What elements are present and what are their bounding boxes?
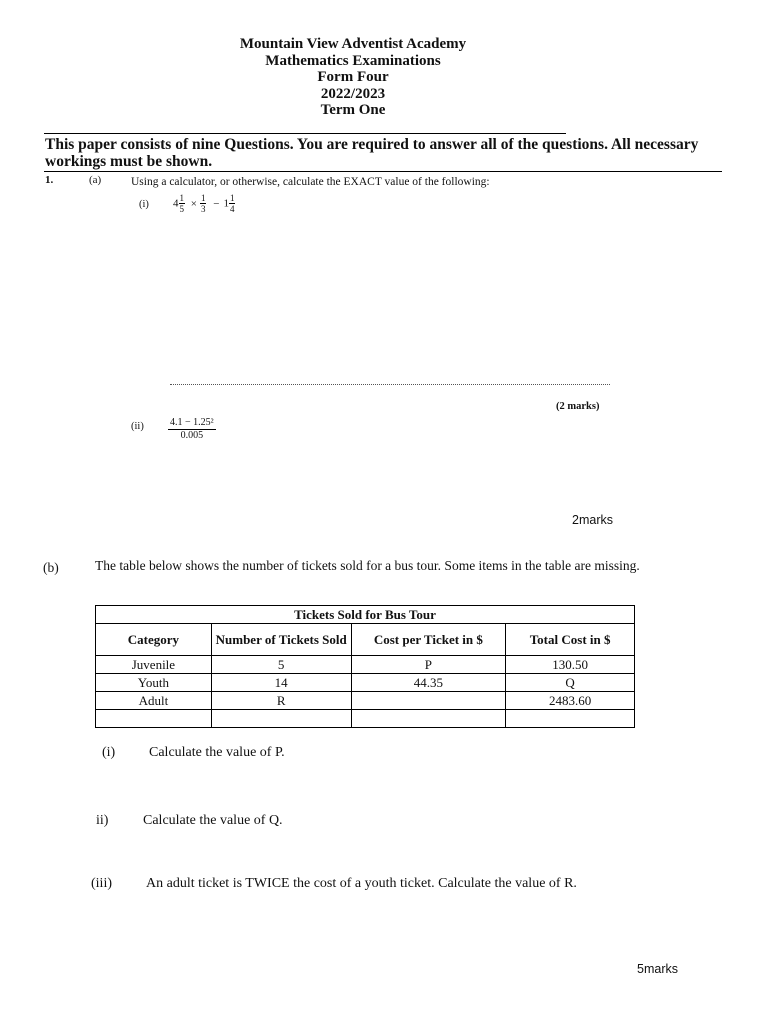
table-row	[96, 710, 635, 728]
question-number: 1.	[45, 174, 54, 186]
fraction-2	[200, 193, 207, 214]
fraction-1	[179, 193, 186, 214]
denominator-1: 5	[179, 204, 184, 214]
form-level: Form Four	[317, 69, 389, 85]
exam-header	[0, 36, 706, 119]
divider-bottom	[44, 171, 722, 172]
part-b-label: (b)	[43, 560, 59, 575]
table-cell: 14	[211, 674, 351, 692]
table-header-category: Category	[96, 624, 212, 656]
table-header-cost: Cost per Ticket in $	[351, 624, 506, 656]
denominator-2: 3	[200, 204, 206, 214]
table-cell: 5	[211, 656, 351, 674]
table-cell: Juvenile	[96, 656, 212, 674]
numerator-3: 1	[229, 193, 235, 203]
part-b-ii-label: ii)	[96, 813, 109, 828]
table-cell: 44.35	[351, 674, 506, 692]
part-a-i-label: (i)	[139, 199, 149, 210]
table-cell: 2483.60	[506, 692, 635, 710]
denominator-3: 4	[229, 204, 235, 214]
part-b-text: The table below shows the number of tickets sold for a bus tour. Some items in the table are missing.	[95, 558, 640, 573]
table-title: Tickets Sold for Bus Tour	[96, 606, 635, 624]
table-header-number: Number of Tickets Sold	[211, 624, 351, 656]
table-cell	[351, 692, 506, 710]
fraction-3	[229, 193, 236, 214]
part-a-i-marks: (2 marks)	[556, 401, 600, 412]
term: Term One	[320, 102, 386, 118]
table-header-total: Total Cost in $	[506, 624, 635, 656]
school-name: Mountain View Adventist Academy	[239, 36, 467, 52]
part-a-ii-expression	[168, 417, 216, 442]
academic-year: 2022/2023	[320, 85, 386, 102]
table-cell: Adult	[96, 692, 212, 710]
part-a-text: Using a calculator, or otherwise, calculate the EXACT value of the following:	[131, 176, 490, 188]
multiply-sign: ×	[190, 197, 197, 210]
part-a-ii-label: (ii)	[131, 421, 144, 432]
minus-sign: −	[213, 197, 220, 210]
table-cell: R	[211, 692, 351, 710]
table-cell: P	[351, 656, 506, 674]
answer-line	[170, 384, 610, 385]
numerator-2: 1	[200, 193, 206, 203]
exam-name: Mathematics Examinations	[265, 52, 441, 69]
numerator-1: 1	[179, 193, 184, 203]
table-cell	[211, 710, 351, 728]
instructions: This paper consists of nine Questions. You are required to answer all of the questions. All necessary workings must be shown.	[45, 136, 699, 170]
table-cell: 130.50	[506, 656, 635, 674]
part-a-ii-numerator: 4.1 − 1.25²	[170, 417, 214, 428]
part-b-i-text: Calculate the value of P.	[149, 745, 285, 760]
table-row	[96, 674, 635, 692]
divider-top	[44, 133, 566, 134]
tickets-table	[95, 605, 635, 728]
part-b-iii-label: (iii)	[91, 876, 112, 891]
table-cell	[506, 710, 635, 728]
part-a-i-expression	[173, 193, 235, 214]
table-row	[96, 656, 635, 674]
part-b-i-label: (i)	[102, 745, 116, 760]
whole-1: 4	[173, 197, 179, 210]
table-cell	[96, 710, 212, 728]
part-a-marks: 2marks	[572, 513, 613, 527]
part-a-label: (a)	[89, 174, 102, 186]
part-b-marks: 5marks	[637, 962, 678, 976]
part-b-iii-text: An adult ticket is TWICE the cost of a youth ticket. Calculate the value of R.	[146, 876, 577, 891]
table-cell: Q	[506, 674, 635, 692]
part-b-ii-text: Calculate the value of Q.	[143, 813, 283, 828]
table-cell	[351, 710, 506, 728]
table-cell: Youth	[96, 674, 212, 692]
table-row	[96, 692, 635, 710]
part-a-ii-denominator: 0.005	[180, 430, 204, 441]
whole-3: 1	[223, 197, 229, 210]
